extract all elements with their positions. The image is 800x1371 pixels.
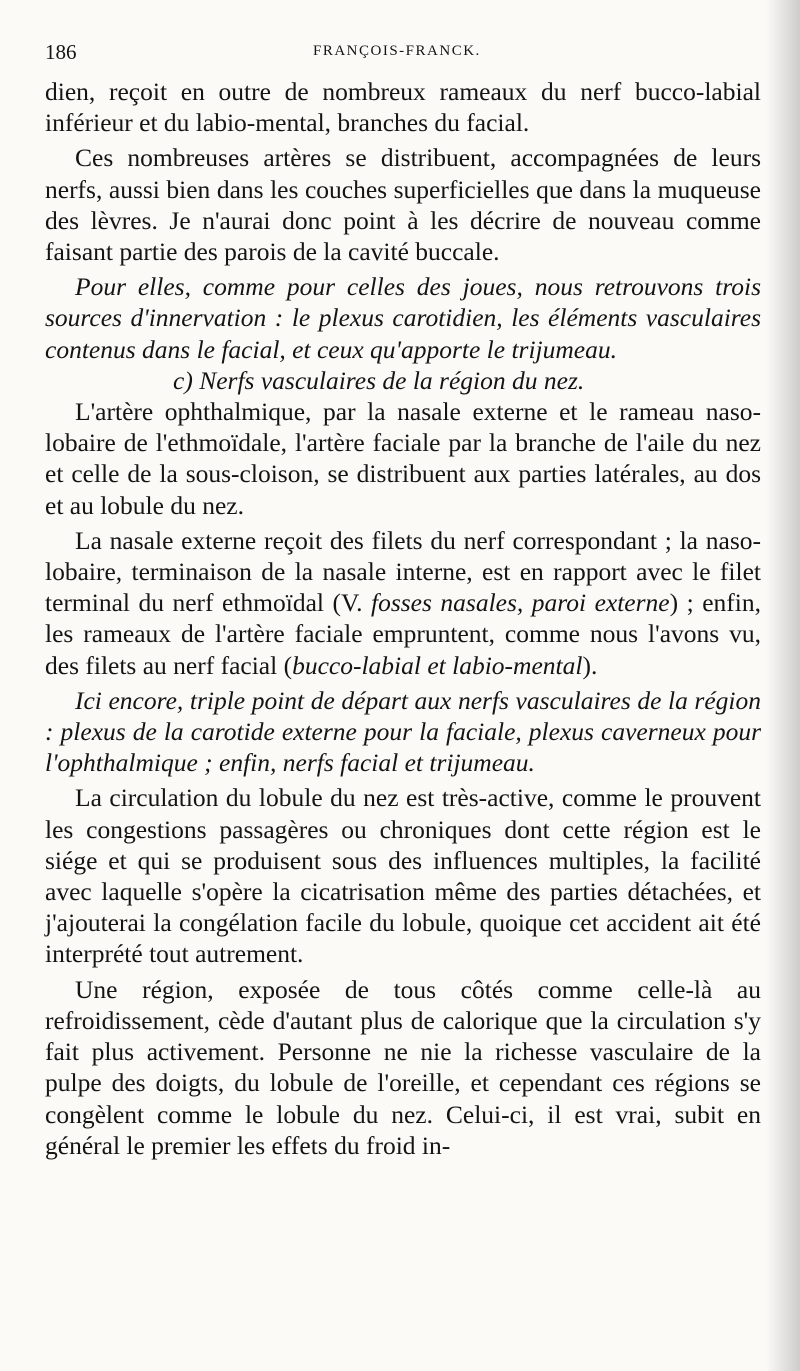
- paragraph-innervation-lips: Pour elles, comme pour celles des joues, nous retrouvons trois sources d'innervation : le plexus carotidien, les éléments vasculaires contenus dans le facial, et ceux qu'apporte le trijumeau.: [45, 272, 761, 364]
- paragraph-ophthalmic: L'artère ophthalmique, par la nasale externe et le rameau naso-lobaire de l'ethmoïdale, l'artère faciale par la branche de l'aile du nez et celle de la sous-cloison, se distribuent aux parties latérales, au dos et au lobule du nez.: [45, 397, 761, 520]
- page-number: 186: [45, 40, 77, 64]
- page-body: [45, 76, 761, 1161]
- section-subheading: [45, 365, 761, 396]
- paragraph-arteries: Ces nombreuses artères se distribuent, accompagnées de leurs nerfs, aussi bien dans les couches superficielles que dans la muqueuse des lèvres. Je n'aurai donc point à les décrire de nouveau comme faisant partie des parois de la cavité buccale.: [45, 143, 761, 267]
- text-run: ) ; enfin, les rameaux de l'artère faciale empruntent, comme nous l'avons vu, des filets au nerf facial (: [45, 588, 761, 680]
- page-header: [45, 40, 765, 70]
- text-run: ).: [582, 650, 598, 680]
- paragraph-nasal-external: [45, 525, 761, 681]
- text-run-italic: bucco-labial et labio-mental: [292, 650, 583, 680]
- page-edge-shadow: [766, 0, 800, 1371]
- text-run: La nasale externe reçoit des filets du nerf correspondant ; la naso-lobaire, terminaison de la nasale interne, est en rapport avec le filet terminal du nerf ethmoïdal (V.: [45, 525, 761, 618]
- subheading-title: Nerfs vasculaires de la région du nez.: [199, 365, 585, 395]
- paragraph-triple-origin: Ici encore, triple point de départ aux nerfs vasculaires de la région : plexus de la carotide externe pour la faciale, plexus caverneux pour l'ophthalmique ; enfin, nerfs facial et trijumeau.: [45, 685, 761, 778]
- subheading-label: c): [173, 365, 193, 395]
- text-run-italic: fosses nasales, paroi externe: [370, 588, 670, 618]
- running-head: FRANÇOIS-FRANCK.: [313, 43, 481, 59]
- paragraph-continuation: dien, reçoit en outre de nombreux rameaux du nerf bucco-labial inférieur et du labio-mental, branches du facial.: [45, 77, 761, 138]
- paragraph-circulation: La circulation du lobule du nez est très-active, comme le prouvent les congestions passagères ou chroniques dont cette région est le siége et qui se produisent sous des influences multiples, la facilité avec laquelle s'opère la cicatrisation même des parties détachées, et j'ajouterai la congélation facile du lobule, quoique cet accident ait été interprété tout autrement.: [45, 783, 761, 969]
- paragraph-cooling: Une région, exposée de tous côtés comme celle-là au refroidissement, cède d'autant plus de calorique que la circulation s'y fait plus activement. Personne ne nie la richesse vasculaire de la pulpe des doigts, du lobule de l'oreille, et cependant ces régions se congèlent comme le lobule du nez. Celui-ci, il est vrai, subit en général le premier les effets du froid in-: [45, 974, 761, 1160]
